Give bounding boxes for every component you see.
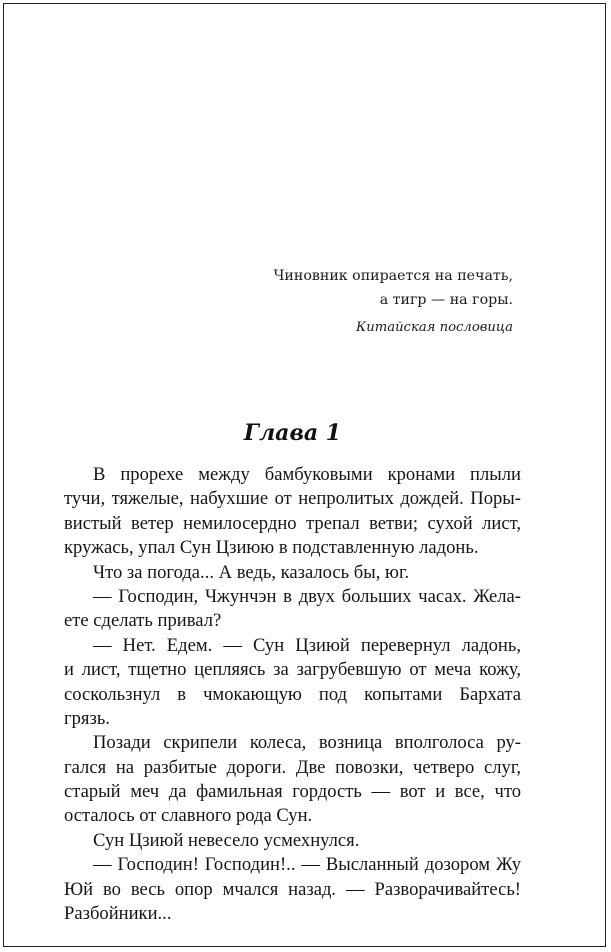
chapter-title: Глава 1 bbox=[243, 420, 342, 446]
text-line: грязь. bbox=[64, 707, 110, 729]
text-line: осталось от славного рода Сун. bbox=[64, 805, 313, 827]
text-line: Позади скрипели колеса, возница вполголоса ру- bbox=[93, 732, 521, 754]
text-line: тучи, тяжелые, набухшие от непролитых дождей. Поры- bbox=[64, 488, 521, 510]
book-page bbox=[3, 3, 606, 947]
text-line: — Господин, Чжунчэн в двух больших часах. Жела- bbox=[93, 585, 521, 607]
text-line: вистый ветер немилосердно трепал ветви; сухой лист, bbox=[64, 512, 521, 534]
text-line: старый меч да фамильная гордость — вот и все, что bbox=[64, 781, 521, 803]
text-line: Сун Цзиюй невесело усмехнулся. bbox=[93, 829, 360, 851]
text-line: Юй во весь опор мчался назад. — Разворачивайтесь! bbox=[64, 878, 521, 900]
text-line: и лист, тщетно цепляясь за загрубевшую от меча кожу, bbox=[64, 659, 521, 681]
body-text bbox=[64, 463, 521, 926]
epigraph-line: а тигр — на горы. bbox=[379, 292, 513, 308]
text-line: — Господин! Господин!.. — Высланный дозором Жу bbox=[93, 854, 521, 876]
epigraph bbox=[273, 264, 513, 340]
text-line: гался на разбитые дороги. Две повозки, четверо слуг, bbox=[64, 756, 521, 778]
text-line: ете сделать привал? bbox=[64, 610, 222, 632]
epigraph-line: Чиновник опирается на печать, bbox=[273, 268, 513, 284]
text-line: Разбойники... bbox=[64, 903, 172, 925]
text-line: соскользнул в чмокающую под копытами Бархата bbox=[64, 683, 521, 705]
epigraph-source: Китайская пословица bbox=[356, 320, 513, 335]
text-line: — Нет. Едем. — Сун Цзиюй перевернул ладонь, bbox=[93, 634, 521, 656]
text-line: В прорехе между бамбуковыми кронами плыли bbox=[93, 464, 521, 485]
text-line: кружась, упал Сун Цзиюю в подставленную ладонь. bbox=[64, 537, 479, 559]
text-line: Что за погода... А ведь, казалось бы, юг. bbox=[93, 561, 410, 583]
